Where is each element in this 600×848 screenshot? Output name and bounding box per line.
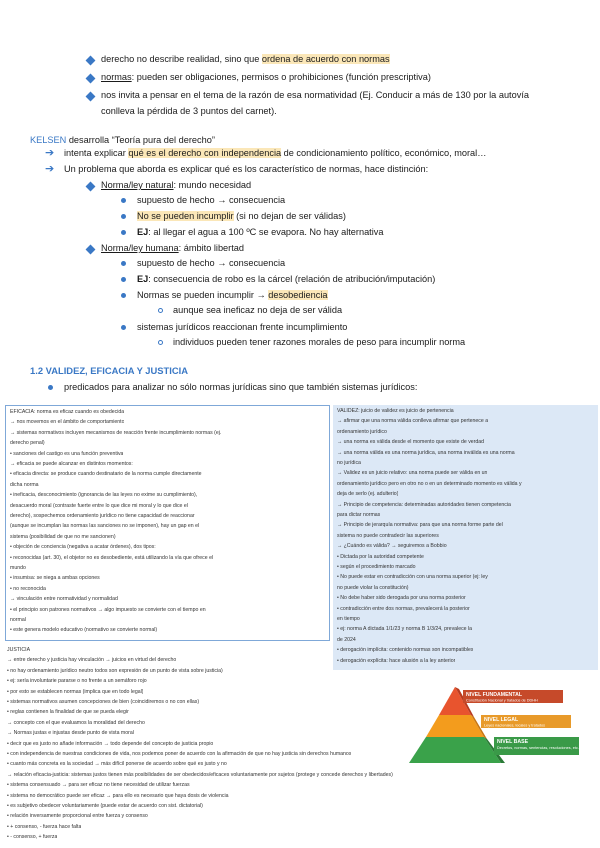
small-text-line: • el principio son patrones normativos → algo impuesto se convierte con el tiempo en: [10, 606, 206, 613]
small-text-line: • según el procedimiento marcado: [337, 564, 416, 570]
small-text-line: • sistemas normativos asumen concepciones de bien (coincidiremos o no con ellas): [7, 699, 200, 705]
small-text-line: • ineficacia, desconocimiento (ignorancia de las leyes no exime su cumplimiento),: [10, 492, 198, 499]
small-text-line: • derogación explícita: hace alusión a la ley anterior: [337, 657, 456, 664]
small-text-line: → concepto con el que evaluamos la moralidad del derecho: [7, 719, 145, 726]
small-text-line: • No puede estar en contradicción con una norma superior (ej: ley: [337, 574, 488, 581]
top-bullet-3-line1: nos invita a pensar en el tema de la razón de esa normatividad (Ej. Conducir a más de 130 por la autovía: [101, 90, 529, 100]
small-text-line: • no reconocida: [10, 585, 46, 592]
human-item-1: supuesto de hecho → consecuencia: [137, 258, 286, 268]
small-text-line: • decir que es justo no añade información → todo depende del concepto de justicia propio: [7, 740, 214, 747]
bullet-dot-icon: [48, 385, 53, 390]
small-text-line: • ej: sería involuntarie pararse o no frente a un semáforo rojo: [7, 678, 147, 685]
small-text-line: • no hay ordenamiento jurídico neutro todos son expresión de un punto de vista sobre justicia): [7, 667, 223, 674]
small-text-line: derecho penal): [10, 440, 45, 447]
small-text-line: • reglas contienen la finalidad de que se pueda elegir: [7, 709, 129, 716]
bullet-dot-icon: [121, 198, 126, 203]
small-text-line: derecho), sospechemos ordenamiento jurídico no tiene capacidad de reaccionar: [10, 513, 195, 519]
small-text-line: • sistema no democrático puede ser eficaz → para ello es necesario que haya dosis de violencia: [7, 792, 229, 799]
circle-bullet-icon: [158, 308, 163, 313]
small-text-line: • - consenso, + fuerza: [7, 834, 58, 841]
section-title: 1.2 VALIDEZ, EFICACIA Y JUSTICIA: [30, 365, 189, 376]
kelsen-heading: KELSEN desarrolla “Teoría pura del derecho”: [30, 135, 215, 145]
legal-pyramid: [395, 685, 585, 765]
small-text-line: → sistemas normativos incluyen mecanismos de reacción frente incumplimiento normas (ej.: [10, 429, 222, 436]
small-text-line: • Dictada por la autoridad competente: [337, 553, 424, 560]
top-bullet-2: normas: pueden ser obligaciones, permisos o prohibiciones (función prescriptiva): [101, 72, 431, 82]
pyramid-l2-sub: Leyes nacionales, locales y tratados: [484, 723, 545, 728]
pyramid-l3-sub: Decretos, normas, sentencias, resoluciones, etc.: [497, 746, 579, 750]
small-text-line: no jurídica: [337, 460, 361, 466]
diamond-bullet-icon: [86, 56, 96, 66]
small-text-line: • reconocidas (art. 30), el objetor no es desobediente, está utilizando la vía que ofrece el: [10, 554, 214, 561]
small-text-line: • ej: norma A dictada 1/1/23 y norma B 1/3/24, prevalece la: [337, 626, 473, 633]
diamond-bullet-icon: [86, 182, 96, 192]
eficacia-panel: [5, 405, 330, 641]
small-text-line: → ¿Cuándo es válida? → seguiremos a Bobbio: [337, 543, 447, 550]
small-text-line: • objeción de conciencia (negativa a acatar órdenes), dos tipos:: [10, 544, 156, 551]
human-item-2: EJ: consecuencia de robo es la cárcel (relación de atribución/imputación): [137, 274, 436, 284]
small-text-line: → nos movemos en el ámbito de comportamiento: [10, 419, 125, 426]
small-text-line: desacuerdo moral (contraste fuerte entre lo que dice mi moral y lo que dice el: [10, 502, 188, 509]
bullet-dot-icon: [121, 230, 126, 235]
section-bullet: predicados para analizar no sólo normas jurídicas sino que también sistemas jurídicos:: [64, 382, 418, 392]
diamond-bullet-icon: [86, 245, 96, 255]
top-bullet-1: derecho no describe realidad, sino que ordena de acuerdo con normas: [101, 54, 390, 64]
small-text-line: (aunque se incumplan las normas las sanciones no se imponen), hay un gap en el: [10, 523, 200, 530]
human-item-4: sistemas jurídicos reaccionan frente incumplimiento: [137, 322, 348, 332]
small-text-line: de 2024: [337, 636, 356, 643]
circle-bullet-icon: [158, 340, 163, 345]
small-text-line: • derogación implícita: contenido normas son incompatibles: [337, 647, 474, 654]
small-text-line: sistema (posibilidad de que no me sancionen): [10, 533, 116, 540]
small-text-line: → relación eficacia-justicia: sistemas justos tienen más posibilidades de ser obedecidos/eficaces voluntariamente por sujetos (protege y concede derechos y libertades): [7, 771, 393, 778]
small-text-line: • este genera modelo educativo (normativo se convierte normal): [10, 627, 158, 634]
small-text-line: JUSTICIA: [7, 647, 31, 653]
pyramid-middle: [426, 715, 484, 737]
natural-item-1: supuesto de hecho → consecuencia: [137, 195, 286, 205]
small-text-line: → una norma es válida desde el momento que existe de verdad: [337, 439, 485, 446]
pyramid-l1-title: NIVEL FUNDAMENTAL: [466, 692, 523, 698]
small-text-line: • relación inversamente proporcional entre fuerza y consenso: [7, 813, 148, 820]
natural-item-2: No se pueden incumplir (si no dejan de ser válidas): [137, 211, 346, 221]
small-text-line: • es subjetivo obedecer voluntariamente (puede estar de acuerdo con sist. dictatorial): [7, 803, 203, 809]
small-text-line: • con independencia de nuestras condiciones de vida, nos podemos poner de acuerdo con la afirmación de que no hay justicia sin derechos humanos: [7, 751, 352, 757]
small-text-line: en tiempo: [337, 616, 360, 622]
small-text-line: EFICACIA: norma es eficaz cuando es obedecida: [10, 409, 125, 415]
natural-item-3: EJ: al llegar el agua a 100 ºC se evapora. No hay alternativa: [137, 227, 384, 237]
kelsen-arrow-1: intenta explicar qué es el derecho con independencia de condicionamiento político, económico, moral…: [64, 148, 487, 158]
small-text-line: deja de serlo (ej. adulterio): [337, 491, 399, 498]
small-text-line: → eficacia se puede alcanzar en distintos momentos:: [10, 461, 133, 467]
bullet-dot-icon: [121, 277, 126, 282]
small-text-line: mundo: [10, 565, 26, 571]
small-text-line: normal: [10, 617, 26, 623]
small-text-line: • insumisa: se niega a ambas opciones: [10, 575, 100, 582]
kelsen-arrow-2: Un problema que aborda es explicar qué es los característico de normas, hace distinción:: [64, 164, 429, 174]
small-text-line: → Principio de jerarquía normativa: para que una norma forme parte del: [337, 522, 503, 529]
bullet-dot-icon: [121, 261, 126, 266]
small-text-line: → Normas justas e injustas desde punto de vista moral: [7, 730, 134, 737]
human-item-4-sub: individuos pueden tener razones morales de peso para incumplir norma: [173, 337, 466, 347]
small-text-line: sistema no puede contradecir las superiores: [337, 532, 439, 539]
small-text-line: • cuanto más concreta es la sociedad → más difícil ponerse de acuerdo sobre qué es justo y no: [7, 761, 227, 768]
natural-law-heading: Norma/ley natural: mundo necesidad: [101, 180, 252, 190]
human-item-3-sub: aunque sea ineficaz no deja de ser válida: [173, 305, 343, 315]
pyramid-l3-title: NIVEL BASE: [497, 739, 529, 745]
top-bullet-3-line2: conlleva la pérdida de 3 puntos del carnet).: [101, 106, 277, 116]
small-text-line: → Validez es un juicio relativo: una norma puede ser válida en un: [337, 470, 488, 477]
pyramid-l1-sub: Constitución Nacional y tratados de DDHH: [466, 698, 538, 703]
arrow-icon: ➔: [45, 163, 55, 175]
small-text-line: → vinculación entre normatividad y normalidad: [10, 596, 118, 603]
bullet-dot-icon: [121, 325, 126, 330]
small-text-line: VALIDEZ: juicio de validez es juicio de pertenencia: [337, 408, 454, 414]
small-text-line: → una norma válida es una norma jurídica, una norma inválida es una norma: [337, 449, 515, 456]
arrow-icon: ➔: [45, 147, 55, 159]
justicia-panel: [5, 645, 410, 845]
diamond-bullet-icon: [86, 92, 96, 102]
small-text-line: para dictar normas: [337, 512, 381, 518]
small-text-line: • + consenso, - fuerza hace falta: [7, 823, 82, 830]
small-text-line: • por esto se establecen normas (implica que en todo legal): [7, 688, 144, 695]
bullet-dot-icon: [121, 214, 126, 219]
small-text-line: → Principio de competencia: determinadas autoridades tienen competencia: [337, 501, 511, 508]
pyramid-l2-title: NIVEL LEGAL: [484, 717, 519, 723]
human-law-heading: Norma/ley humana: ámbito libertad: [101, 243, 244, 253]
small-text-line: • eficacia directa: se produce cuando destinatario de la norma cumple directamente: [10, 471, 202, 478]
small-text-line: no puede violar la constitución): [337, 584, 409, 591]
bullet-dot-icon: [121, 293, 126, 298]
small-text-line: • sanciones del castigo es una función preventiva: [10, 450, 124, 457]
validez-panel: [333, 405, 598, 670]
small-text-line: • No debe haber sido derogada por una norma posterior: [337, 595, 466, 602]
small-text-line: • contradicción entre dos normas, prevalecerá la posterior: [337, 605, 470, 612]
human-item-3: Normas se pueden incumplir → desobediencia: [137, 290, 328, 300]
diamond-bullet-icon: [86, 74, 96, 84]
small-text-line: ordenamiento jurídico pero en otro no o en un determinado momento es válida y: [337, 480, 522, 487]
small-text-line: → afirmar que una norma válida conlleva afirmar que pertenece a: [337, 418, 489, 425]
small-text-line: ordenamiento jurídico: [337, 428, 387, 435]
small-text-line: → entre derecho y justicia hay vinculación → juicios en virtud del derecho: [7, 657, 177, 664]
small-text-line: • sistema consensuado → para ser eficaz no tiene necesidad de utilizar fuerzas: [7, 782, 190, 789]
small-text-line: dicha norma: [10, 481, 39, 488]
